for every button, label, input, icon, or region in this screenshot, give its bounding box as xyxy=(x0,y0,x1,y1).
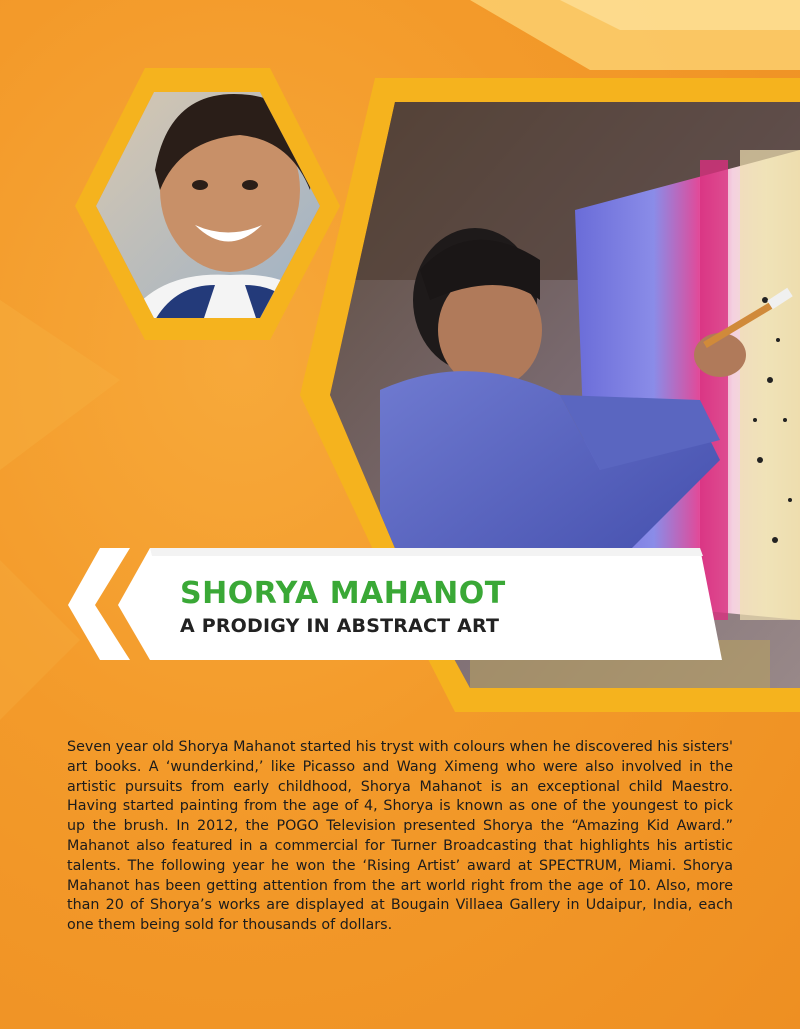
article-heading xyxy=(180,578,700,638)
article-title: SHORYA MAHANOT xyxy=(180,576,506,611)
article-subtitle: A PRODIGY IN ABSTRACT ART xyxy=(180,615,500,637)
article-body: Seven year old Shorya Mahanot started his tryst with colours when he discovered his sisters' art books. A ‘wunderkind,’ like Picasso and Wang Ximeng who were also involved in the artistic pursuits from early childhood, Shorya Mahanot is an exceptional child Maestro. Having started painting from the age of 4, Shorya is known as one of the youngest to pick up the brush. In 2012, the POGO Television presented Shorya the “Amazing Kid Award.” Mahanot also featured in a commercial for Turner Broadcasting that highlights his artistic talents. The following year he won the ‘Rising Artist’ award at SPECTRUM, Miami. Shorya Mahanot has been getting attention from the art world right from the age of 10. Also, more than 20 of Shorya’s works are displayed at Bougain Villaea Gallery in Udaipur, India, each one them being sold for thousands of dollars. xyxy=(67,739,733,934)
